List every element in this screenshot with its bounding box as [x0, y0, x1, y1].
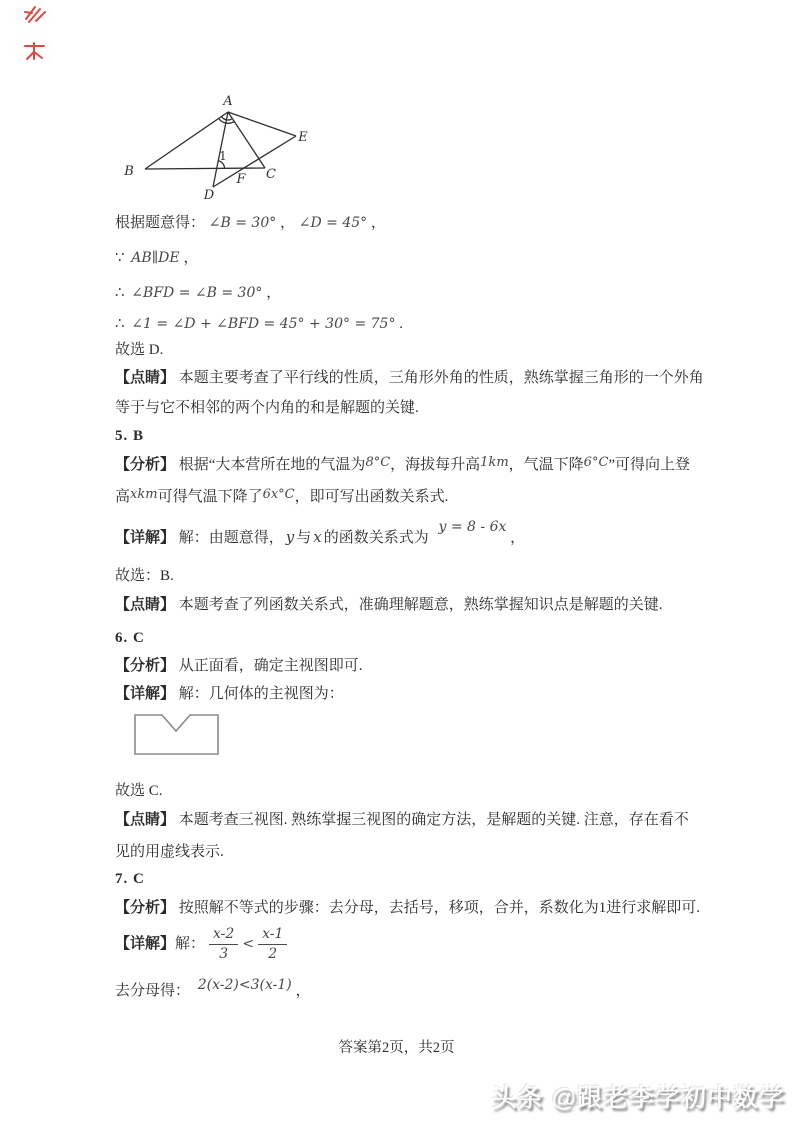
geometry-figure: [112, 92, 317, 210]
q5-analysis-text: ，气温下降: [508, 457, 584, 473]
q6-number: 6. C: [115, 630, 145, 646]
q5-formula-1km: 1km: [480, 455, 509, 470]
q5-formula-8c: 8°C: [365, 455, 391, 470]
q5-detail-text: 与: [296, 530, 312, 546]
q7-detail-text: 解：: [175, 935, 206, 952]
fraction-denominator: 2: [268, 945, 278, 962]
q5-formula-xkm: xkm: [130, 487, 158, 502]
q5-formula-6c: 6°C: [583, 455, 609, 470]
point-label-c: C: [266, 167, 276, 182]
remark-label: 【点睛】: [115, 812, 176, 828]
punct: ，: [183, 250, 199, 266]
q4-formula-parallel: AB∥DE: [131, 250, 180, 266]
q5-remark-text: 本题考查了列函数关系式，准确理解题意，熟练掌握知识点是解题的关键.: [178, 597, 663, 613]
q5-analysis-text: 可得气温下降了: [157, 489, 263, 505]
q4-formula-sum: ∠1 = ∠D + ∠BFD = 45° + 30° = 75°: [131, 316, 396, 332]
q5-choice: 故选：B.: [115, 568, 174, 584]
punct: ，: [266, 285, 282, 301]
q5-function-formula: y = 8 - 6x: [438, 519, 507, 535]
point-label-b: B: [124, 164, 134, 179]
watermark: 头条 @跟老李学初中数学: [491, 1084, 785, 1112]
q4-remark-line-2: 等于与它不相邻的两个内角的和是解题的关键.: [115, 400, 419, 416]
q7-fraction-right: [258, 926, 287, 963]
point-label-f: F: [236, 172, 246, 187]
angle-1-label: 1: [219, 149, 227, 163]
q6-analysis-text: 从正面看，确定主视图即可.: [178, 658, 363, 674]
q5-number: 5. B: [115, 428, 145, 444]
q4-choice: 故选 D.: [115, 342, 164, 358]
q7-cleared-formula: 2(x-2)<3(x-1): [197, 977, 292, 993]
q5-analysis-text: ，即可写出函数关系式.: [294, 489, 449, 505]
punct: .: [399, 316, 403, 332]
q6-remark-line-1: [115, 810, 689, 831]
point-label-e: E: [298, 130, 308, 145]
because-symbol: ∵: [115, 250, 125, 266]
fraction-denominator: 3: [219, 945, 229, 962]
therefore-symbol: ∴: [115, 285, 125, 301]
q4-formula-angle-b: ∠B = 30°: [208, 215, 277, 231]
front-view-figure: [130, 710, 225, 760]
q6-remark-line-2: 见的用虚线表示.: [115, 844, 224, 860]
q6-analysis-line: [115, 656, 363, 677]
q7-step-line: [115, 977, 311, 1002]
q6-detail-line: [115, 684, 344, 705]
q6-detail-text: 解：几何体的主视图为：: [178, 686, 344, 702]
less-than-sign: <: [242, 935, 255, 952]
page-footer: 答案第2页，共2页: [338, 1040, 455, 1056]
q4-remark-line-1: [115, 368, 704, 389]
fraction-numerator: x-1: [258, 926, 287, 945]
remark-label: 【点睛】: [115, 597, 176, 613]
q7-number: 7. C: [115, 871, 145, 887]
q6-choice: 故选 C.: [115, 783, 163, 799]
q4-because-line: [115, 248, 198, 269]
analysis-label: 【分析】: [115, 658, 176, 674]
point-label-d: D: [203, 188, 215, 203]
detail-label: 【详解】: [115, 935, 176, 952]
q4-given-line: [115, 213, 386, 234]
variable-x: x: [313, 528, 322, 546]
analysis-label: 【分析】: [115, 900, 176, 916]
q4-therefore-line-1: [115, 283, 281, 304]
q5-analysis-text: ，海拔每升高: [390, 457, 481, 473]
punct: ，: [279, 215, 295, 231]
detail-label: 【详解】: [115, 530, 176, 546]
punct: ，: [295, 983, 311, 999]
red-seal-icon: [22, 40, 48, 62]
variable-y: y: [285, 528, 295, 546]
q5-remark-line: [115, 595, 663, 616]
red-seal-icon: [22, 4, 48, 26]
q5-detail-text: 的函数关系式为: [323, 530, 429, 546]
q7-fraction-left: [209, 926, 238, 963]
detail-label: 【详解】: [115, 686, 176, 702]
q7-analysis-text: 按照解不等式的步骤：去分母，去括号，移项，合并，系数化为1进行求解即可.: [178, 900, 701, 916]
analysis-label: 【分析】: [115, 457, 176, 473]
q7-step-text: 去分母得：: [115, 983, 191, 999]
q4-given-prefix: 根据题意得：: [115, 215, 206, 231]
q5-analysis-text: 高: [115, 489, 131, 505]
q4-therefore-line-2: [115, 314, 403, 335]
point-label-a: A: [223, 94, 233, 109]
q5-analysis-line-2: [115, 487, 448, 508]
q5-detail-line: [115, 519, 526, 549]
therefore-symbol: ∴: [115, 316, 125, 332]
q7-analysis-line: [115, 898, 700, 919]
q5-analysis-text: ”可得向上登: [608, 457, 691, 473]
punct: ，: [370, 215, 386, 231]
q6-remark-text-1: 本题考查三视图. 熟练掌握三视图的确定方法，是解题的关键. 注意，存在看不: [178, 812, 689, 828]
q4-remark-text-1: 本题主要考查了平行线的性质，三角形外角的性质，熟练掌握三角形的一个外角: [178, 370, 704, 386]
q4-formula-angle-d: ∠D = 45°: [298, 215, 368, 231]
q5-detail-text: 解：由题意得，: [178, 530, 284, 546]
fraction-numerator: x-2: [209, 926, 238, 945]
remark-label: 【点睛】: [115, 370, 176, 386]
q5-analysis-text: 根据“大本营所在地的气温为: [178, 457, 366, 473]
q7-detail-line: [115, 926, 291, 963]
q4-formula-bfd: ∠BFD = ∠B = 30°: [131, 285, 263, 301]
punct: ，: [510, 530, 526, 546]
q5-analysis-line-1: [115, 455, 690, 476]
q5-formula-6xc: 6x°C: [262, 487, 295, 502]
